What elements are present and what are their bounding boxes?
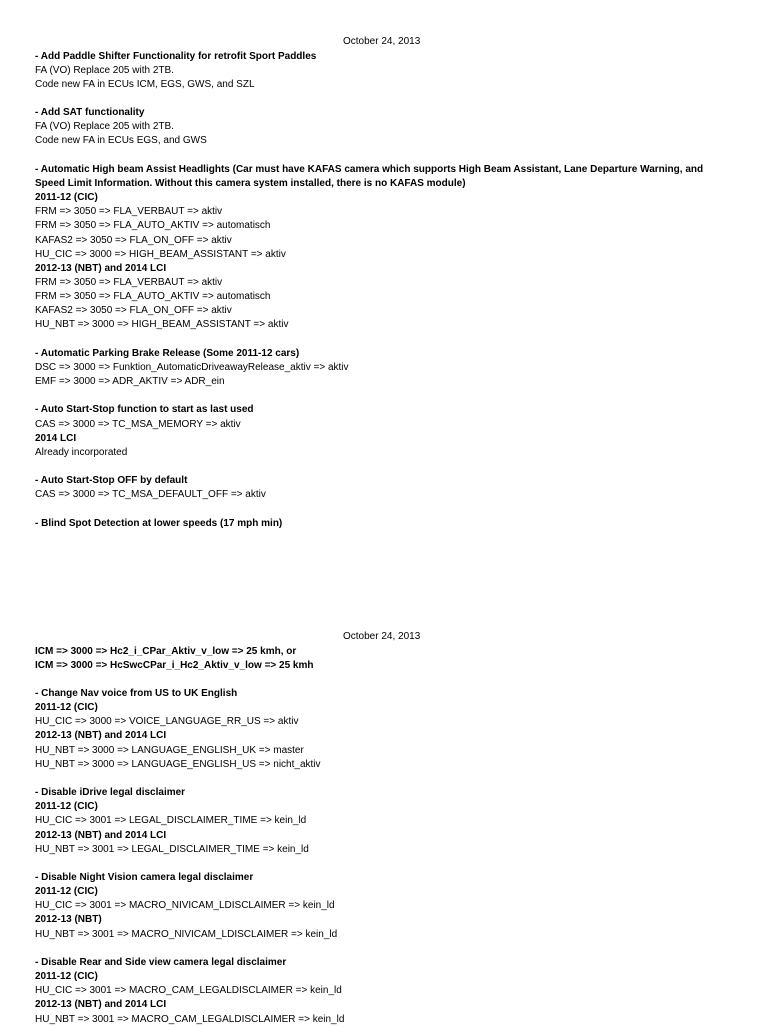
heading-line: 2012-13 (NBT) and 2014 LCI [35, 730, 167, 742]
page-body [35, 645, 735, 1027]
heading-line: 2012-13 (NBT) and 2014 LCI [35, 829, 167, 841]
blank-line [35, 942, 735, 956]
text-line: HU_CIC => 3000 => VOICE_LANGUAGE_RR_US => aktiv [35, 716, 299, 728]
text-line: KAFAS2 => 3050 => FLA_ON_OFF => aktiv [35, 234, 232, 246]
text-line: EMF => 3000 => ADR_AKTIV => ADR_ein [35, 376, 225, 388]
text-line: HU_CIC => 3001 => MACRO_NIVICAM_LDISCLAIMER => kein_ld [35, 900, 335, 912]
text-line: DSC => 3000 => Funktion_AutomaticDriveawayRelease_aktiv => aktiv [35, 361, 349, 373]
heading-line: - Auto Start-Stop function to start as last used [35, 404, 254, 416]
blank-line [35, 772, 735, 786]
text-line: HU_NBT => 3001 => LEGAL_DISCLAIMER_TIME => kein_ld [35, 843, 309, 855]
text-line: HU_NBT => 3000 => LANGUAGE_ENGLISH_UK => master [35, 744, 304, 756]
heading-line: 2011-12 (CIC) [35, 886, 98, 898]
text-line: Code new FA in ECUs ICM, EGS, GWS, and SZL [35, 78, 255, 90]
heading-line: 2012-13 (NBT) and 2014 LCI [35, 999, 167, 1011]
heading-line: - Blind Spot Detection at lower speeds (17 mph min) [35, 517, 283, 529]
text-line: KAFAS2 => 3050 => FLA_ON_OFF => aktiv [35, 305, 232, 317]
heading-line: - Disable Rear and Side view camera legal disclaimer [35, 956, 287, 968]
blank-line [35, 857, 735, 871]
heading-line: - Auto Start-Stop OFF by default [35, 475, 188, 487]
text-line: HU_NBT => 3001 => MACRO_NIVICAM_LDISCLAIMER => kein_ld [35, 928, 338, 940]
page-date: October 24, 2013 [343, 36, 421, 47]
heading-line: 2012-13 (NBT) and 2014 LCI [35, 262, 167, 274]
heading-line: - Automatic High beam Assist Headlights (Car must have KAFAS camera which supports High Beam Assistant, Lane Departure Warning, and Speed Limit Information. Without this camera system installed, there is no KAFAS module) [35, 163, 704, 189]
heading-line: ICM => 3000 => Hc2_i_CPar_Aktiv_v_low => 25 kmh, or [35, 645, 297, 657]
blank-line [35, 460, 735, 474]
heading-line: 2011-12 (CIC) [35, 801, 98, 813]
blank-line [35, 673, 735, 687]
text-line: Already incorporated [35, 446, 128, 458]
heading-line: 2012-13 (NBT) [35, 914, 102, 926]
heading-line: - Automatic Parking Brake Release (Some 2011-12 cars) [35, 347, 300, 359]
page-date: October 24, 2013 [343, 631, 421, 642]
heading-line: - Change Nav voice from US to UK English [35, 687, 238, 699]
page-body [35, 50, 735, 531]
heading-line: 2011-12 (CIC) [35, 192, 98, 204]
text-line: CAS => 3000 => TC_MSA_DEFAULT_OFF => aktiv [35, 489, 266, 501]
blank-line [35, 149, 735, 163]
heading-line: - Disable Night Vision camera legal disclaimer [35, 871, 254, 883]
text-line: FRM => 3050 => FLA_VERBAUT => aktiv [35, 276, 223, 288]
heading-line: ICM => 3000 => HcSwcCPar_i_Hc2_Aktiv_v_low => 25 kmh [35, 659, 314, 671]
text-line: HU_CIC => 3001 => MACRO_CAM_LEGALDISCLAIMER => kein_ld [35, 985, 342, 997]
blank-line [35, 389, 735, 403]
blank-line [35, 92, 735, 106]
heading-line: 2011-12 (CIC) [35, 971, 98, 983]
text-line: FRM => 3050 => FLA_VERBAUT => aktiv [35, 206, 223, 218]
text-line: HU_NBT => 3000 => HIGH_BEAM_ASSISTANT => aktiv [35, 319, 289, 331]
text-line: HU_NBT => 3000 => LANGUAGE_ENGLISH_US => nicht_aktiv [35, 758, 321, 770]
blank-line [35, 502, 735, 516]
heading-line: 2011-12 (CIC) [35, 702, 98, 714]
heading-line: 2014 LCI [35, 432, 77, 444]
text-line: CAS => 3000 => TC_MSA_MEMORY => aktiv [35, 418, 241, 430]
text-line: HU_CIC => 3000 => HIGH_BEAM_ASSISTANT => aktiv [35, 248, 286, 260]
text-line: HU_CIC => 3001 => LEGAL_DISCLAIMER_TIME => kein_ld [35, 815, 307, 827]
text-line: FA (VO) Replace 205 with 2TB. [35, 121, 174, 133]
text-line: FRM => 3050 => FLA_AUTO_AKTIV => automatisch [35, 220, 271, 232]
text-line: FRM => 3050 => FLA_AUTO_AKTIV => automatisch [35, 291, 271, 303]
text-line: HU_NBT => 3001 => MACRO_CAM_LEGALDISCLAIMER => kein_ld [35, 1013, 345, 1025]
text-line: Code new FA in ECUs EGS, and GWS [35, 135, 207, 147]
heading-line: - Add SAT functionality [35, 107, 145, 119]
heading-line: - Disable iDrive legal disclaimer [35, 787, 186, 799]
blank-line [35, 333, 735, 347]
text-line: FA (VO) Replace 205 with 2TB. [35, 64, 174, 76]
heading-line: - Add Paddle Shifter Functionality for retrofit Sport Paddles [35, 50, 317, 62]
